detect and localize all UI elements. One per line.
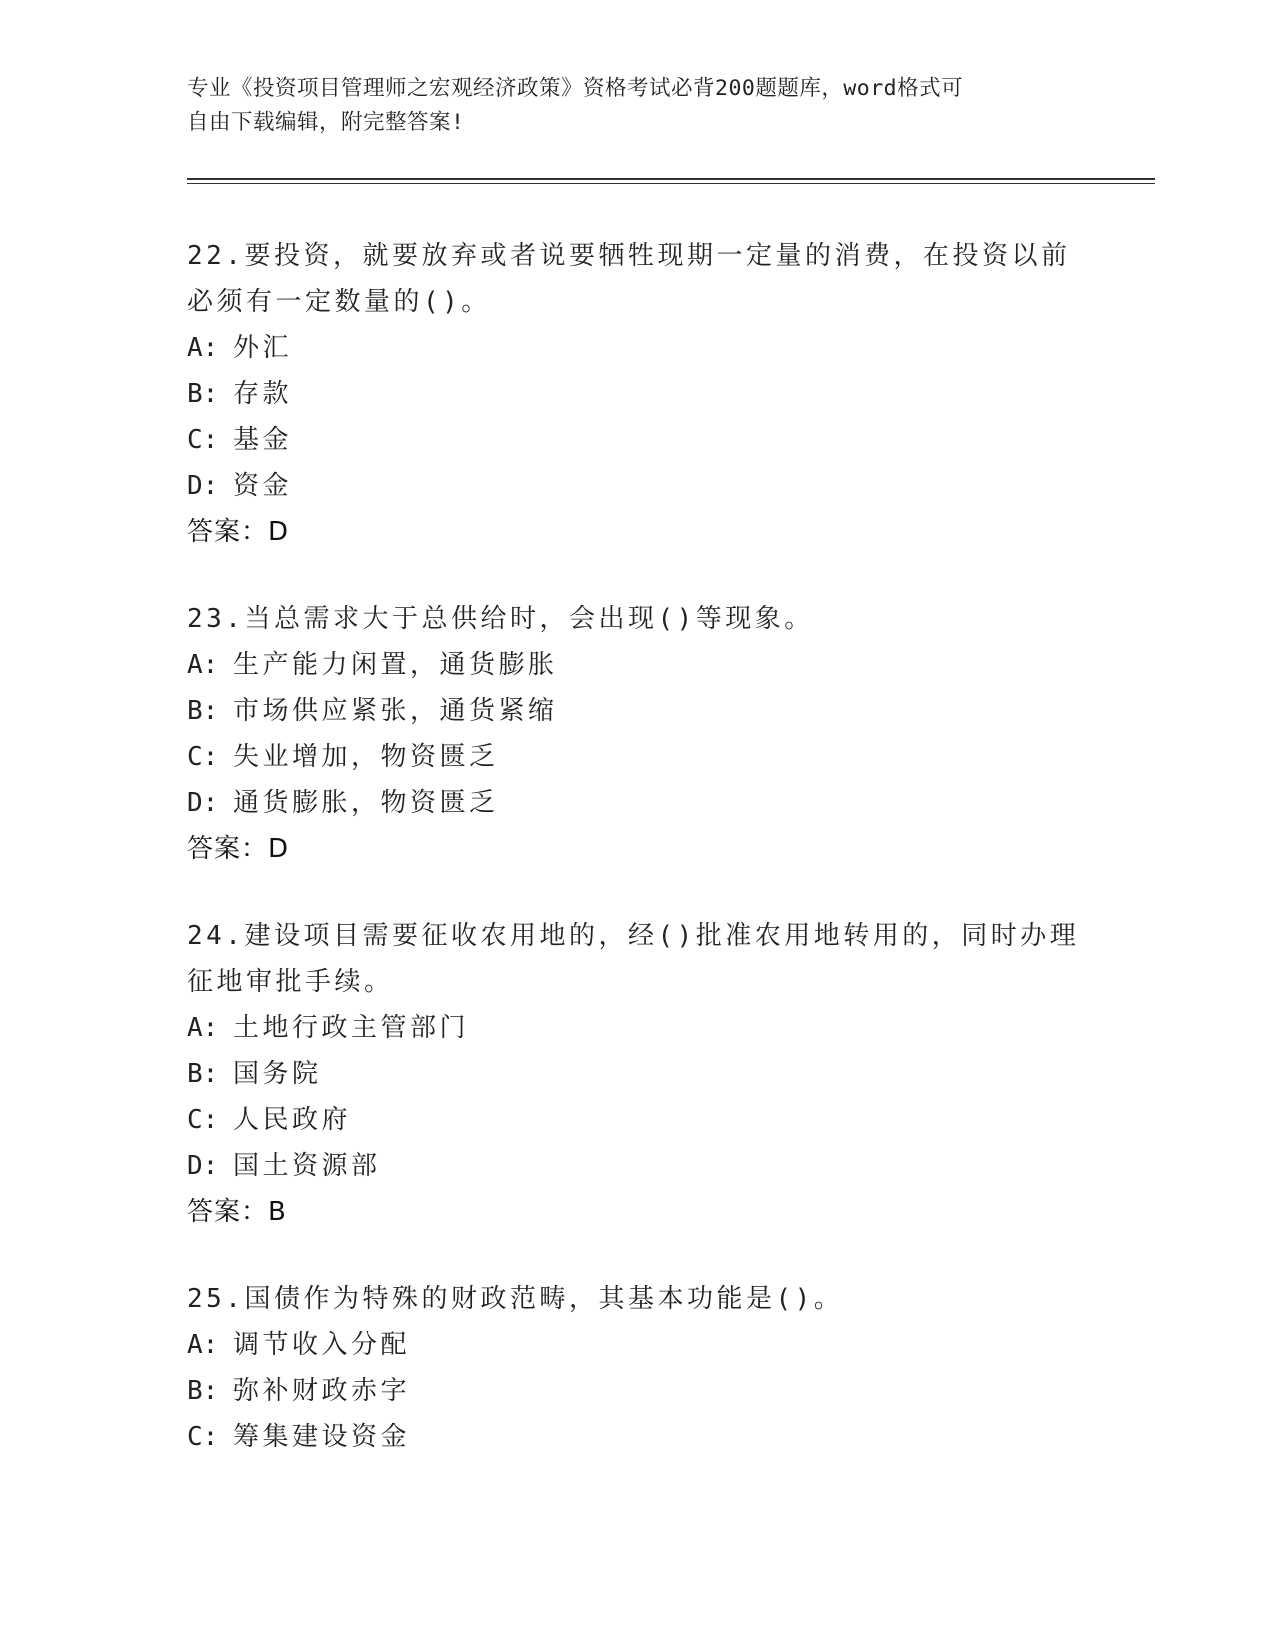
option-key: A: bbox=[187, 1330, 219, 1360]
option-text: 市场供应紧张，通货紧缩 bbox=[233, 696, 558, 726]
option-text: 人民政府 bbox=[233, 1105, 352, 1135]
option-key: C: bbox=[187, 742, 219, 772]
option-a bbox=[187, 642, 1087, 688]
option-a bbox=[187, 1005, 1087, 1051]
option-key: A: bbox=[187, 333, 219, 363]
option-b bbox=[187, 688, 1087, 734]
option-c bbox=[187, 1097, 1087, 1143]
option-text: 调节收入分配 bbox=[233, 1330, 411, 1360]
question-25 bbox=[187, 1276, 1087, 1460]
answer-line: 答案：D bbox=[187, 834, 290, 864]
question-text: 23.当总需求大于总供给时，会出现()等现象。 bbox=[187, 604, 814, 634]
option-text: 弥补财政赤字 bbox=[233, 1376, 411, 1406]
option-key: A: bbox=[187, 1013, 219, 1043]
option-text: 筹集建设资金 bbox=[233, 1422, 411, 1452]
answer-line: 答案：D bbox=[187, 517, 290, 547]
question-text: 24.建设项目需要征收农用地的，经()批准农用地转用的，同时办理征地审批手续。 bbox=[187, 921, 1080, 997]
answer-line: 答案：B bbox=[187, 1197, 287, 1227]
option-text: 存款 bbox=[233, 379, 293, 409]
option-d bbox=[187, 1143, 1087, 1189]
question-24 bbox=[187, 913, 1087, 1235]
option-a bbox=[187, 325, 1087, 371]
option-key: B: bbox=[187, 696, 219, 726]
option-text: 资金 bbox=[233, 471, 293, 501]
option-key: A: bbox=[187, 650, 219, 680]
option-key: D: bbox=[187, 1151, 219, 1181]
option-key: C: bbox=[187, 1105, 219, 1135]
option-key: D: bbox=[187, 471, 219, 501]
option-key: D: bbox=[187, 788, 219, 818]
question-text: 22.要投资，就要放弃或者说要牺牲现期一定量的消费，在投资以前必须有一定数量的()。 bbox=[187, 241, 1071, 317]
option-text: 生产能力闲置，通货膨胀 bbox=[233, 650, 558, 680]
header-line-1: 专业《投资项目管理师之宏观经济政策》资格考试必背200题题库，word格式可 bbox=[187, 76, 964, 101]
option-text: 基金 bbox=[233, 425, 293, 455]
option-key: B: bbox=[187, 1376, 219, 1406]
option-a bbox=[187, 1322, 1087, 1368]
option-text: 外汇 bbox=[233, 333, 293, 363]
question-text: 25.国债作为特殊的财政范畴，其基本功能是()。 bbox=[187, 1284, 844, 1314]
option-text: 失业增加，物资匮乏 bbox=[233, 742, 499, 772]
document-header bbox=[187, 72, 1087, 140]
option-c bbox=[187, 417, 1087, 463]
option-d bbox=[187, 463, 1087, 509]
option-b bbox=[187, 1368, 1087, 1414]
option-text: 土地行政主管部门 bbox=[233, 1013, 470, 1043]
question-22 bbox=[187, 233, 1087, 555]
option-key: C: bbox=[187, 1422, 219, 1452]
document-page bbox=[187, 0, 1157, 1650]
option-c bbox=[187, 1414, 1087, 1460]
option-text: 国土资源部 bbox=[233, 1151, 381, 1181]
option-b bbox=[187, 371, 1087, 417]
option-b bbox=[187, 1051, 1087, 1097]
option-c bbox=[187, 734, 1087, 780]
option-key: B: bbox=[187, 379, 219, 409]
option-key: B: bbox=[187, 1059, 219, 1089]
option-text: 国务院 bbox=[233, 1059, 322, 1089]
question-23 bbox=[187, 596, 1087, 872]
option-key: C: bbox=[187, 425, 219, 455]
question-list bbox=[187, 233, 1087, 1501]
option-d bbox=[187, 780, 1087, 826]
header-divider bbox=[187, 178, 1155, 184]
header-line-2: 自由下载编辑，附完整答案! bbox=[187, 110, 465, 135]
option-text: 通货膨胀，物资匮乏 bbox=[233, 788, 499, 818]
